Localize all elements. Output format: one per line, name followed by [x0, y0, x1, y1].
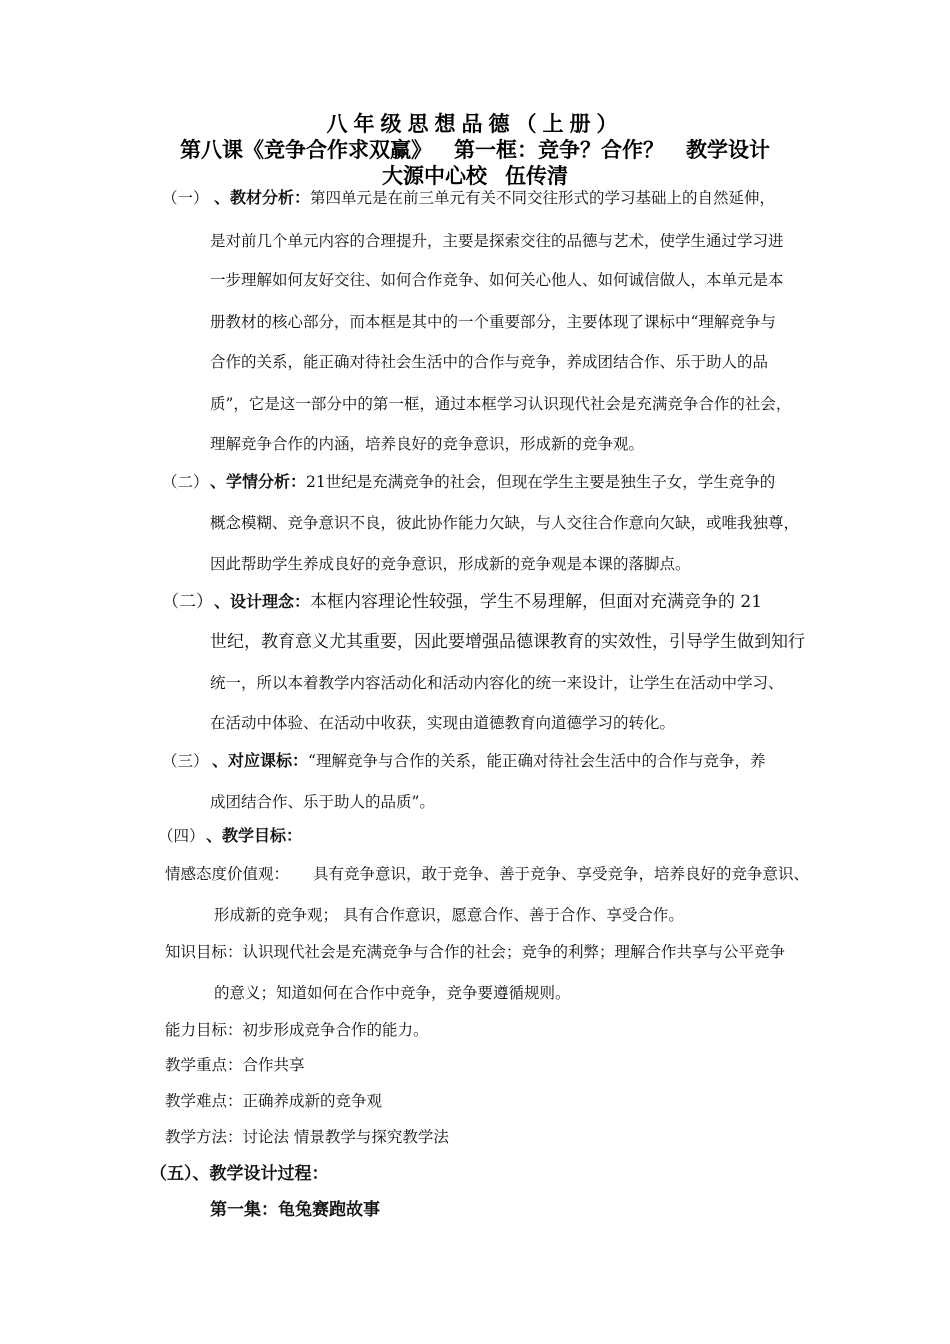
teaching-method: 教学方法：讨论法 情景教学与探究教学法 — [165, 1128, 449, 1146]
section-text-line: 册教材的核心部分，而本框是其中的一个重要部分，主要体现了课标中“理解竞争与 — [210, 313, 776, 331]
section-curriculum-standard — [162, 751, 765, 771]
section-text-line: 一步理解如何友好交往、如何合作竞争、如何关心他人、如何诚信做人，本单元是本 — [210, 271, 784, 289]
section-text-line: 是对前几个单元内容的合理提升，主要是探索交往的品德与艺术，使学生通过学习进 — [210, 232, 784, 250]
section-number: （四） — [158, 827, 205, 845]
section-heading: 、教学目标： — [206, 826, 303, 845]
section-text-line: 成团结合作、乐于助人的品质”。 — [210, 793, 435, 811]
author-name: 伍传清 — [505, 164, 568, 188]
teaching-difficulty: 教学难点：正确养成新的竞争观 — [165, 1092, 383, 1110]
section-textbook-analysis — [162, 188, 775, 208]
section-text-line: 第四单元是在前三单元有关不同交往形式的学习基础上的自然延伸， — [310, 189, 776, 207]
section-teaching-goals — [158, 826, 302, 846]
section-text-line: 理解竞争合作的内涵，培养良好的竞争意识，形成新的竞争观。 — [210, 435, 645, 453]
section-heading: 、对应课标： — [212, 751, 309, 770]
teaching-key-point: 教学重点：合作共享 — [165, 1056, 305, 1074]
lesson-name: 第八课《竞争合作求双赢》 — [180, 138, 432, 162]
doc-title-author — [0, 160, 950, 190]
emotion-goal-text: 形成新的竞争观； 具有合作意识，愿意合作、善于合作、享受合作。 — [214, 906, 684, 924]
section-text-line: 在活动中体验、在活动中收获，实现由道德教育向道德学习的转化。 — [210, 714, 676, 732]
section-text-line: 统一，所以本着教学内容活动化和活动内容化的统一来设计，让学生在活动中学习、 — [210, 674, 784, 692]
emotion-goal-text: 具有竞争意识，敢于竞争、善于竞争、享受竞争，培养良好的竞争意识、 — [313, 865, 810, 883]
section-number: （二） — [162, 592, 213, 612]
school-name: 大源中心校 — [382, 164, 487, 188]
section-text-line: 概念模糊、竞争意识不良，彼此协作能力欠缺，与人交往合作意向欠缺，或唯我独尊， — [210, 514, 800, 532]
section-design-concept — [162, 592, 762, 612]
episode-title: 第一集：龟兔赛跑故事 — [210, 1200, 380, 1220]
emotion-goal — [165, 864, 809, 884]
section-student-analysis — [162, 472, 775, 492]
design-label: 教学设计 — [686, 138, 770, 162]
knowledge-goal: 知识目标：认识现代社会是充满竞争与合作的社会；竞争的利弊；理解合作共享与公平竞争 — [165, 943, 786, 961]
emotion-goal-label: 情感态度价值观： — [165, 865, 290, 883]
knowledge-goal-cont: 的意义；知道如何在合作中竞争，竞争要遵循规则。 — [214, 984, 571, 1002]
section-heading: 、学情分析： — [210, 472, 307, 491]
frame-name: 第一框：竞争？合作？ — [454, 138, 664, 162]
section-text-line: 21世纪是充满竞争的社会，但现在学生主要是独生子女，学生竞争的 — [306, 473, 776, 491]
section-text-line: 世纪，教育意义尤其重要，因此要增强品德课教育的实效性，引导学生做到知行 — [210, 632, 805, 652]
section-heading: 、设计理念： — [214, 592, 311, 611]
section-text-line: “理解竞争与合作的关系，能正确对待社会生活中的合作与竞争，养 — [308, 752, 766, 770]
doc-title-grade: 八年级思想品德（上册） — [326, 112, 624, 136]
section-heading: 、教材分析： — [214, 188, 311, 207]
section-text-line: 质”，它是这一部分中的第一框，通过本框学习认识现代社会是充满竞争合作的社会， — [210, 395, 792, 413]
ability-goal: 能力目标：初步形成竞争合作的能力。 — [165, 1021, 429, 1039]
section-text-line: 因此帮助学生养成良好的竞争意识，形成新的竞争观是本课的落脚点。 — [210, 555, 691, 573]
section-number: （三） — [162, 752, 209, 770]
section-number: （二） — [162, 473, 209, 491]
section-text-line: 合作的关系，能正确对待社会生活中的合作与竞争，养成团结合作、乐于助人的品 — [210, 353, 769, 371]
section-number: （一） — [162, 189, 209, 207]
section-text-line: 本框内容理论性较强，学生不易理解，但面对充满竞争的 21 — [310, 592, 763, 612]
section-design-process: （五）、教学设计过程： — [150, 1164, 329, 1184]
